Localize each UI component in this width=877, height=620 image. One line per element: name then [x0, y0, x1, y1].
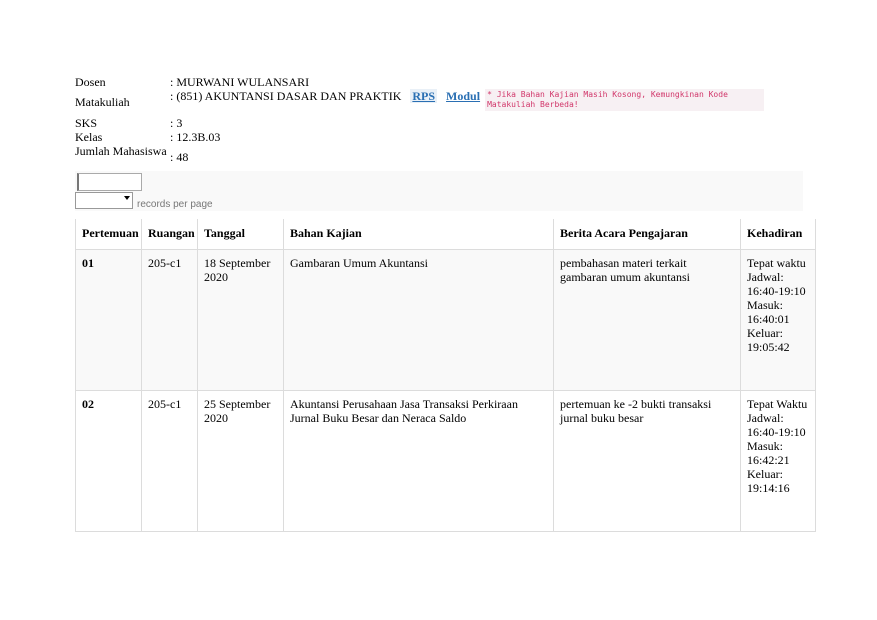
- ruangan-cell: 205-c1: [142, 391, 198, 532]
- sks-value: : 3: [170, 116, 183, 130]
- sks-label: SKS: [75, 116, 98, 130]
- header-tanggal[interactable]: Tanggal: [198, 219, 284, 250]
- jadwal-value: 16:40-19:10: [747, 284, 806, 298]
- keluar-value: 19:14:16: [747, 481, 790, 495]
- kelas-row: [75, 131, 775, 145]
- search-input[interactable]: [77, 173, 142, 191]
- masuk-value: 16:42:21: [747, 453, 790, 467]
- dosen-row: [75, 76, 775, 90]
- table-header-row: [76, 219, 816, 250]
- chevron-down-icon[interactable]: [124, 196, 130, 200]
- masuk-label: Masuk:: [747, 439, 783, 453]
- header-ruangan[interactable]: Ruangan: [142, 219, 198, 250]
- jadwal-value: 16:40-19:10: [747, 425, 806, 439]
- kelas-label: Kelas: [75, 130, 103, 144]
- table-row: [76, 250, 816, 391]
- kelas-value: : 12.3B.03: [170, 130, 221, 144]
- header-pertemuan[interactable]: Pertemuan: [76, 219, 142, 250]
- header-kehadiran[interactable]: Kehadiran: [741, 219, 816, 250]
- jadwal-label: Jadwal:: [747, 270, 784, 284]
- kehadiran-status: Tepat Waktu: [747, 397, 808, 411]
- jadwal-label: Jadwal:: [747, 411, 784, 425]
- records-per-page-select[interactable]: [75, 192, 133, 209]
- jumlah-mahasiswa-value: : 48: [170, 150, 189, 164]
- header-berita-acara[interactable]: Berita Acara Pengajaran: [554, 219, 741, 250]
- sks-row: [75, 114, 775, 131]
- records-per-page-label: records per page: [137, 199, 213, 210]
- kehadiran-status: Tepat waktu: [747, 256, 806, 270]
- modul-link[interactable]: Modul: [446, 89, 481, 103]
- ruangan-cell: 205-c1: [142, 250, 198, 391]
- header-bahan-kajian[interactable]: Bahan Kajian: [284, 219, 554, 250]
- berita-acara-cell: pembahasan materi terkait gambaran umum akuntansi: [554, 250, 741, 391]
- matakuliah-value-group: [170, 90, 775, 111]
- bahan-kajian-cell: Gambaran Umum Akuntansi: [284, 250, 554, 391]
- keluar-value: 19:05:42: [747, 340, 790, 354]
- rps-link[interactable]: RPS: [412, 89, 436, 103]
- masuk-label: Masuk:: [747, 298, 783, 312]
- keluar-label: Keluar:: [747, 467, 783, 481]
- kehadiran-cell: [741, 391, 816, 532]
- tanggal-cell: 25 September 2020: [198, 391, 284, 532]
- kehadiran-cell: [741, 250, 816, 391]
- keluar-label: Keluar:: [747, 326, 783, 340]
- schedule-table: [75, 219, 816, 532]
- matakuliah-row: [75, 90, 775, 114]
- table-row: [76, 391, 816, 532]
- dosen-value: : MURWANI WULANSARI: [170, 75, 310, 89]
- course-info: [75, 76, 775, 171]
- matakuliah-value: : (851) AKUNTANSI DASAR DAN PRAKTIK: [170, 89, 402, 103]
- dosen-label: Dosen: [75, 75, 106, 89]
- tanggal-cell: 18 September 2020: [198, 250, 284, 391]
- jumlah-mahasiswa-row: [75, 145, 775, 171]
- jumlah-mahasiswa-label: Jumlah Mahasiswa: [75, 144, 167, 158]
- pertemuan-cell: 02: [76, 391, 142, 532]
- pertemuan-cell: 01: [76, 250, 142, 391]
- berita-acara-cell: pertemuan ke -2 bukti transaksi jurnal buku besar: [554, 391, 741, 532]
- matakuliah-label: Matakuliah: [75, 95, 130, 109]
- table-controls: [75, 171, 803, 211]
- masuk-value: 16:40:01: [747, 312, 790, 326]
- bahan-kajian-cell: Akuntansi Perusahaan Jasa Transaksi Perkiraan Jurnal Buku Besar dan Neraca Saldo: [284, 391, 554, 532]
- kode-warning-note: * Jika Bahan Kajian Masih Kosong, Kemungkinan Kode Matakuliah Berbeda!: [485, 89, 764, 111]
